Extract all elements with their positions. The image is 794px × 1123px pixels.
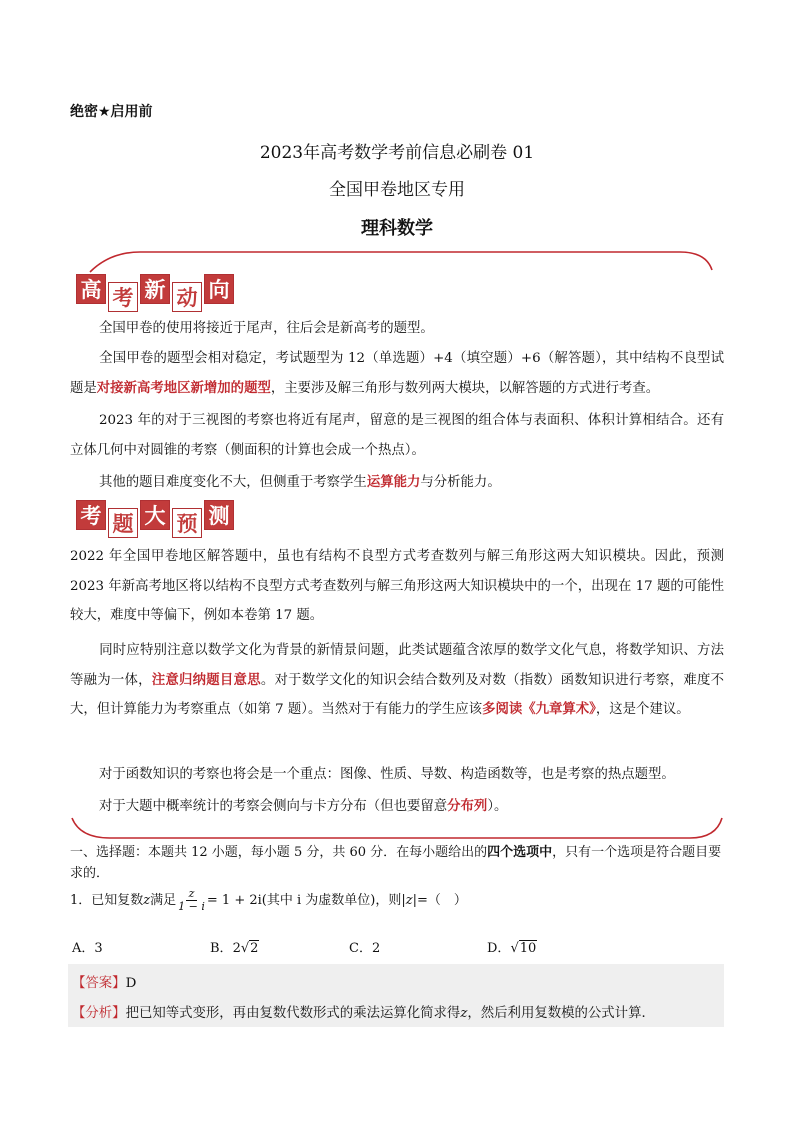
secret-mark: 绝密★启用前 — [70, 104, 153, 120]
option-d: D．√10 — [487, 941, 537, 956]
prediction-paragraph: 2022 年全国甲卷地区解答题中，虽也有结构不良型方式考查数列与解三角形这两大知识模块。因此，预测 2023 年新高考地区将以结构不良型方式考查数列与解三角形这两大知识模块中的一个，出现在 17 题的可能性较大，难度中等偏下，例如本卷第 17 题。 — [70, 549, 724, 623]
badge-char: 新 — [140, 274, 170, 304]
paper-title: 2023年高考数学考前信息必刷卷 01 — [259, 143, 535, 163]
section-badge-trends — [76, 274, 234, 312]
highlight-text: 对接新高考地区新增加的题型 — [96, 379, 271, 396]
trends-paragraph: 2023 年的对于三视图的考察也将近有尾声，留意的是三视图的组合体与表面积、体积计算相结合。还有立体几何中对圆锥的考察（侧面积的计算也会成一个热点）。 — [70, 413, 724, 458]
trends-paragraph: 其他的题目难度变化不大，但侧重于考察学生运算能力与分析能力。 — [99, 474, 501, 490]
option-b: B．2√2 — [210, 941, 259, 956]
badge-char: 预 — [172, 508, 202, 538]
answer-tag: 【答案】 — [72, 976, 126, 991]
paper-subtitle: 全国甲卷地区专用 — [329, 180, 465, 200]
prediction-paragraph: 对于大题中概率统计的考察会侧向与卡方分布（但也要留意分布列）。 — [99, 798, 508, 814]
trends-paragraph: 全国甲卷的题型会相对稳定，考试题型为 12（单选题）+4（填空题）+6（解答题），其中结构不良型试题是对接新高考地区新增加的题型，主要涉及解三角形与数列两大模块，以解答题的方式进行考查。 — [70, 351, 724, 396]
section-badge-predictions — [76, 500, 234, 538]
badge-char: 大 — [140, 500, 170, 530]
option-c: C．2 — [349, 941, 381, 956]
badge-char: 考 — [108, 282, 138, 312]
badge-char: 高 — [76, 274, 106, 304]
fraction: $\frac{z}{1 - i}$ — [178, 887, 205, 913]
analysis-tag: 【分析】 — [72, 1006, 126, 1021]
badge-char: 动 — [172, 282, 202, 312]
prediction-paragraph: 对于函数知识的考察也将会是一个重点：图像、性质、导数、构造函数等，也是考察的热点题型。 — [99, 767, 675, 782]
badge-char: 测 — [204, 500, 234, 530]
badge-char: 向 — [204, 274, 234, 304]
highlight-text: 注意归纳题目意思 — [151, 671, 261, 688]
answer-line: 【答案】D — [72, 976, 137, 991]
badge-char: 考 — [76, 500, 106, 530]
highlight-text: 运算能力 — [366, 474, 421, 490]
question-1-stem: 1．已知复数z满足 $\frac{z}{1 - i}$ = 1 + 2i(其中 i 为虚数单位)，则|z|=（ ） — [70, 887, 467, 913]
prediction-paragraph: 同时应特别注意以数学文化为背景的新情景问题，此类试题蕴含浓厚的数学文化气息，将数学知识、方法等融为一体，注意归纳题目意思。对于数学文化的知识会结合数列及对数（指数）函数知识进行考察，难度不大，但计算能力为考察重点（如第 7 题）。当然对于有能力的学生应该多阅读《九章算术》，这是个建议。 — [70, 643, 725, 717]
highlight-text: 分布列 — [447, 798, 488, 814]
paper-subject: 理科数学 — [361, 218, 433, 239]
highlight-text: 多阅读《九章算术》 — [482, 701, 596, 717]
section-instructions: 一、选择题：本题共 12 小题，每小题 5 分，共 60 分．在每小题给出的四个选项中，只有一个选项是符合题目要求的． — [70, 845, 722, 881]
analysis-line: 【分析】把已知等式变形，再由复数代数形式的乘法运算化简求得z，然后利用复数模的公式计算． — [72, 1006, 655, 1021]
option-a: A．3 — [72, 941, 103, 956]
trends-paragraph: 全国甲卷的使用将接近于尾声，往后会是新高考的题型。 — [99, 321, 434, 336]
badge-char: 题 — [108, 508, 138, 538]
